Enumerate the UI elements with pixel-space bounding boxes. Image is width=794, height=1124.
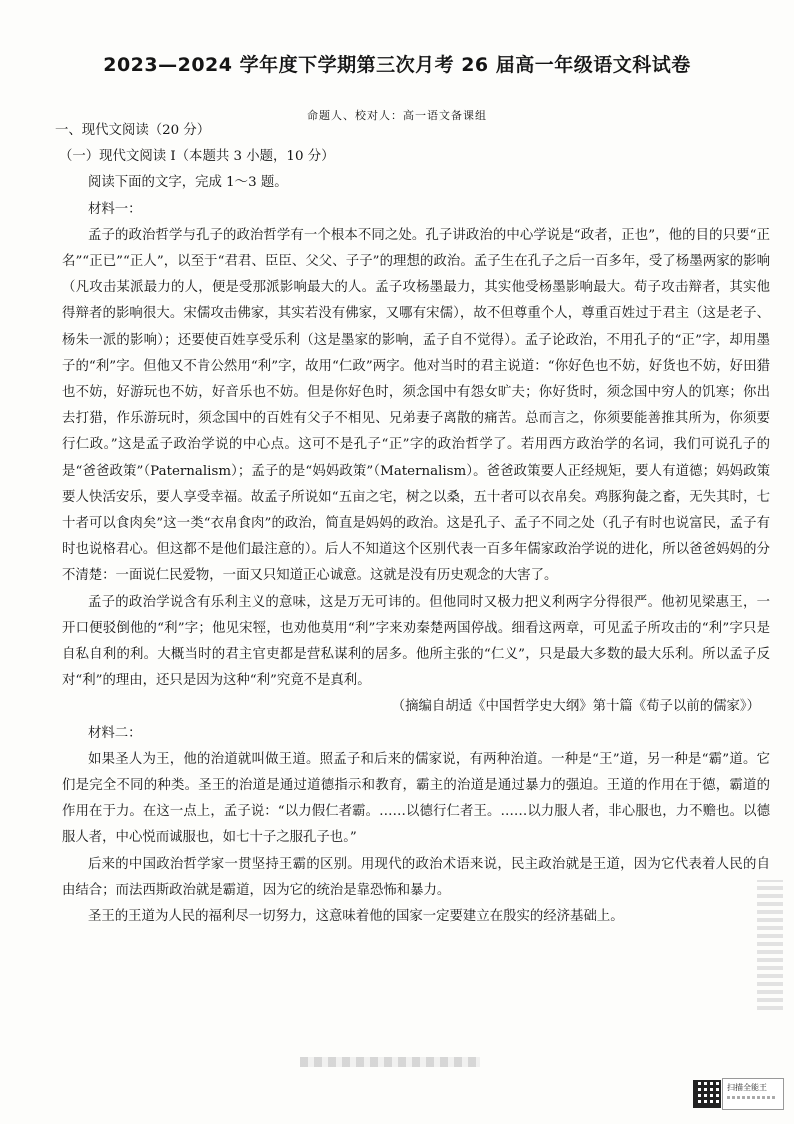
reading-body — [55, 118, 770, 930]
material-1-paragraph-1: 孟子的政治哲学与孔子的政治哲学有一个根本不同之处。孔子讲政治的中心学说是“政者，正也”，他的目的只要“正名”“正已”“正人”，以至于“君君、臣臣、父父、子子”的理想的政治。孟子生在孔子之后一百多年，受了杨墨两家的影响（凡攻击某派最力的人，便是受那派影响最大的人。孟子攻杨墨最力，其实他受杨墨影响最大。荀子攻击辩者，其实他得辩者的影响很大。宋儒攻击佛家，其实若没有佛家，又哪有宋儒），故不但尊重个人，尊重百姓过于君主（这是老子、杨朱一派的影响）；还要使百姓享受乐利（这是墨家的影响，孟子自不觉得）。孟子论政治，不用孔子的“正”字，却用墨子的“利”字。但他又不肯公然用“利”字，故用“仁政”两字。他对当时的君主说道：“你好色也不妨，好货也不妨，好田猎也不妨，好游玩也不妨，好音乐也不妨。但是你好色时，须念国中有怨女旷夫；你好货时，须念国中穷人的饥寒；你出去打猎，作乐游玩时，须念国中的百姓有父子不相见、兄弟妻子离散的痛苦。总而言之，你须要能善推其所为，你须要行仁政。”这是孟子政治学说的中心点。这可不是孔子“正”字的政治哲学了。若用西方政治学的名词，我们可说孔子的是“爸爸政策”（Paternalism）；孟子的是“妈妈政策”（Maternalism）。爸爸政策要人正经规矩，要人有道德；妈妈政策要人快活安乐，要人享受幸福。故孟子所说如“五亩之宅，树之以桑，五十者可以衣帛矣。鸡豚狗彘之畜，无失其时，七十者可以食肉矣”这一类“衣帛食肉”的政治，简直是妈妈的政治。这是孔子、孟子不同之处（孔子有时也说富民，孟子有时也说格君心。但这都不是他们最注意的）。后人不知道这个区别代表一百多年儒家政治学说的进化，所以爸爸妈妈的分不清楚：一面说仁民爱物，一面又只知道正心诚意。这就是没有历史观念的大害了。 — [62, 227, 770, 584]
section-heading: 一、现代文阅读（20 分） — [55, 123, 211, 138]
material-1-paragraph-2: 孟子的政治学说含有乐利主义的意味，这是万无可讳的。但他同时又极力把义利两字分得很严。他初见梁惠王，一开口便驳倒他的“利”字；他见宋牼，也劝他莫用“利”字来劝秦楚两国停战。细看这两章，可见孟子所攻击的“利”字只是自私自利的利。大概当时的君主官吏都是营私谋利的居多。他所主张的“仁义”，只是最大多数的最大乐利。所以孟子反对“利”的理由，还只是因为这种“利”究竟不是真利。 — [62, 594, 770, 689]
scanner-url-line — [727, 1096, 777, 1099]
instruction-text: 阅读下面的文字，完成 1～3 题。 — [88, 175, 288, 191]
watermark — [757, 880, 783, 1010]
scanner-logo — [722, 1078, 784, 1110]
subsection-heading: （一）现代文阅读 I（本题共 3 小题，10 分） — [59, 149, 335, 165]
material-2-paragraph-1: 如果圣人为王，他的治道就叫做王道。照孟子和后来的儒家说，有两种治道。一种是“王”道，另一种是“霸”道。它们是完全不同的种类。圣王的治道是通过道德指示和教育，霸主的治道是通过暴力的强迫。王道的作用在于德，霸道的作用在于力。在这一点上，孟子说：“以力假仁者霸。……以德行仁者王。……以力服人者，非心服也，力不赡也。以德服人者，中心悦而诚服也，如七十子之服孔子也。” — [62, 751, 770, 846]
exam-subtitle: 命题人、校对人：高一语文备课组 — [307, 109, 487, 122]
material-2-paragraph-2: 后来的中国政治哲学家一贯坚持王霸的区别。用现代的政治术语来说，民主政治就是王道，因为它代表着人民的自由结合；而法西斯政治就是霸道，因为它的统治是靠恐怖和暴力。 — [62, 856, 770, 898]
page-footer-cutoff — [300, 1057, 480, 1067]
material-1-label: 材料一： — [88, 201, 142, 217]
material-1-source: （摘编自胡适《中国哲学史大纲》第十篇《荀子以前的儒家》） — [391, 699, 760, 715]
material-2-label: 材料二： — [88, 725, 142, 741]
material-2-paragraph-3: 圣王的王道为人民的福利尽一切努力，这意味着他的国家一定要建立在殷实的经济基础上。 — [88, 909, 624, 925]
exam-title: 2023—2024 学年度下学期第三次月考 26 届高一年级语文科试卷 — [103, 54, 691, 76]
scanner-label: 扫描全能王 — [727, 1083, 767, 1092]
qr-code-icon — [693, 1080, 721, 1108]
